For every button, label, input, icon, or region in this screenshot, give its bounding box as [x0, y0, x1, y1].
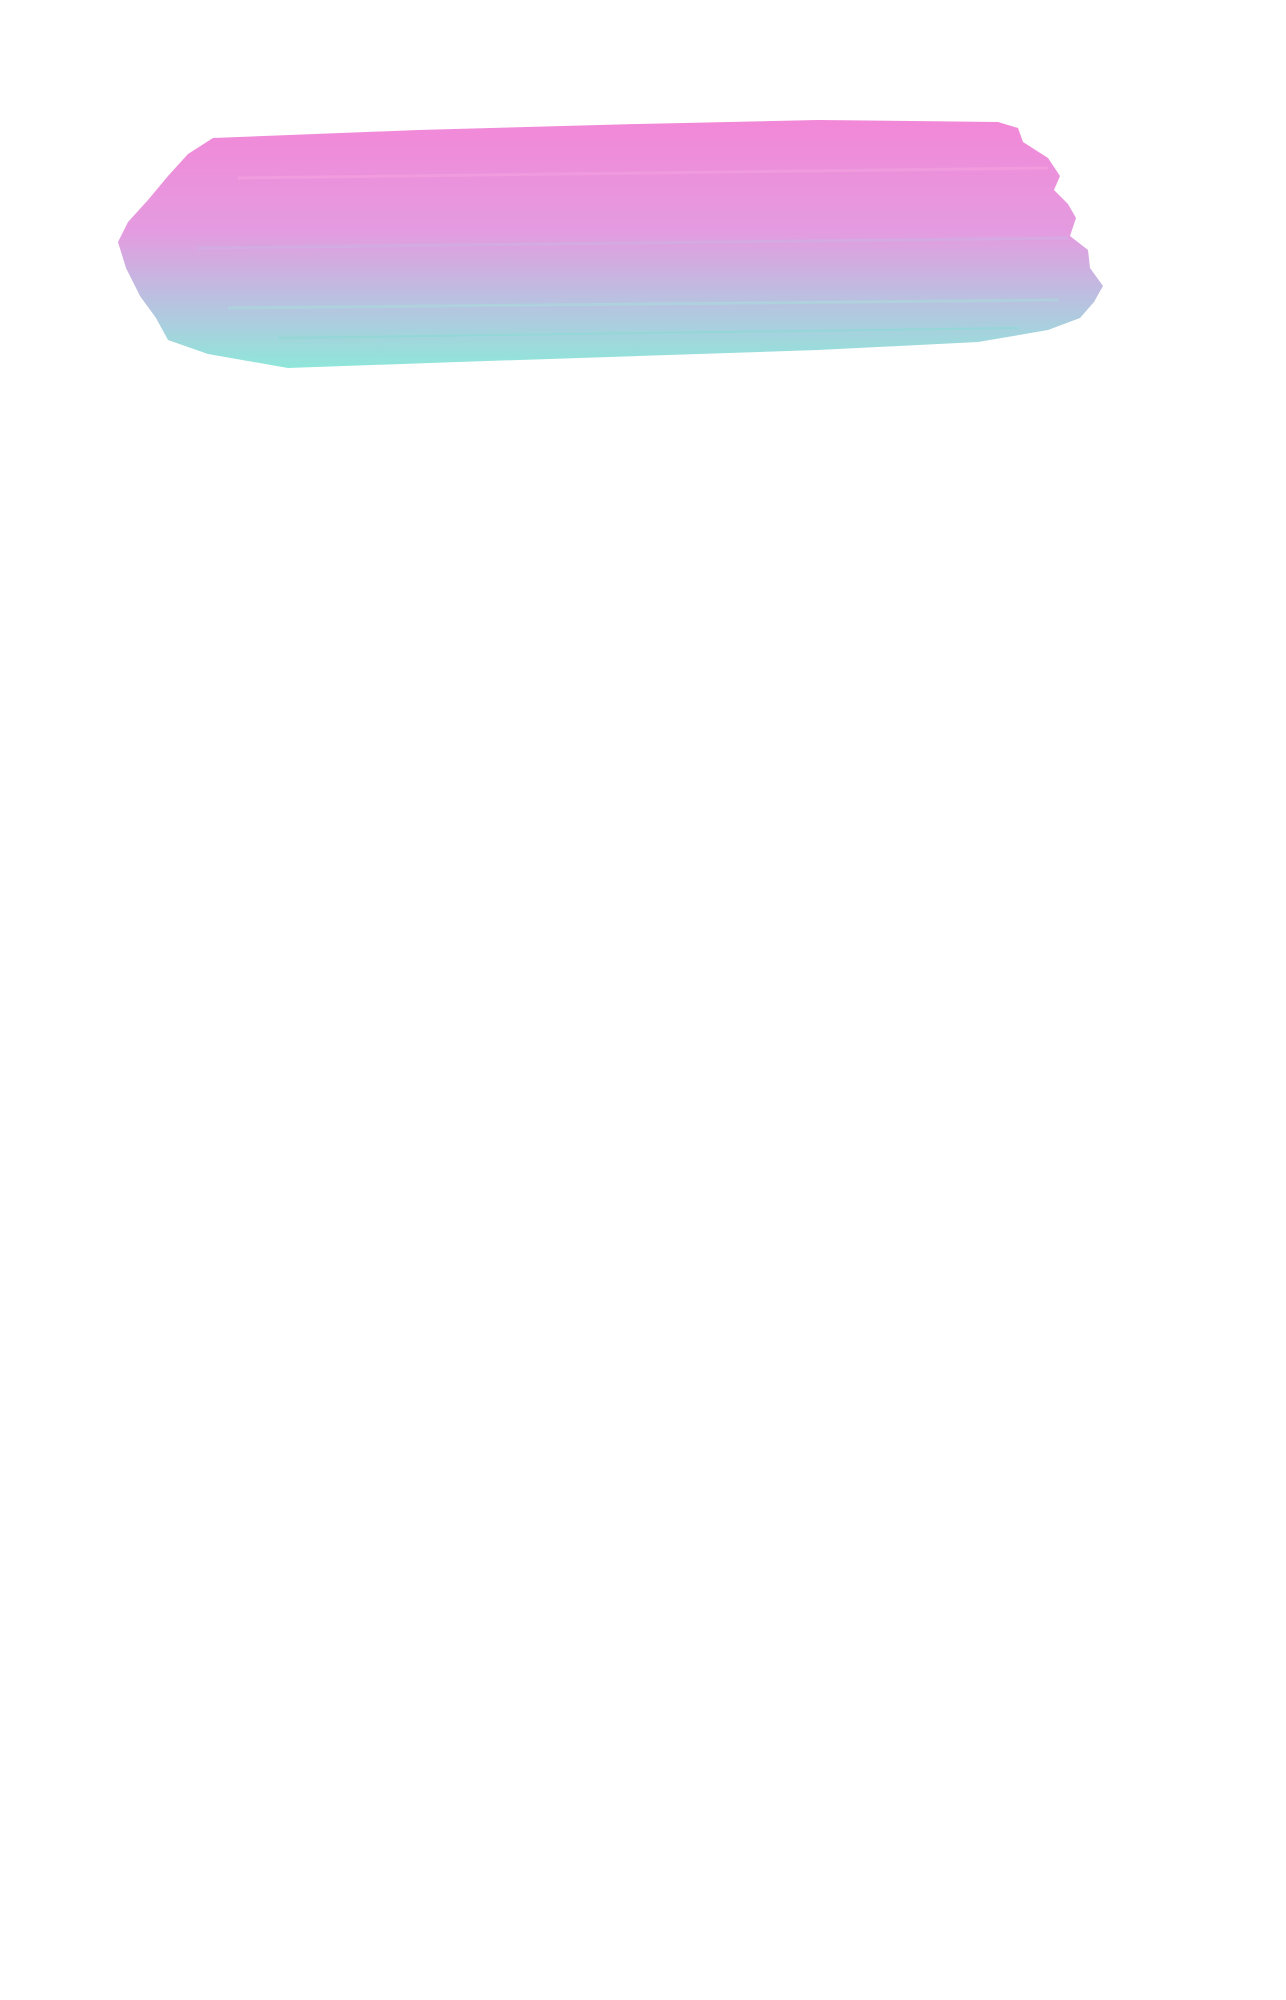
brushstroke-background: [118, 118, 1148, 368]
title-brushstroke-banner: [118, 118, 1148, 368]
poem-body: [227, 386, 1227, 412]
